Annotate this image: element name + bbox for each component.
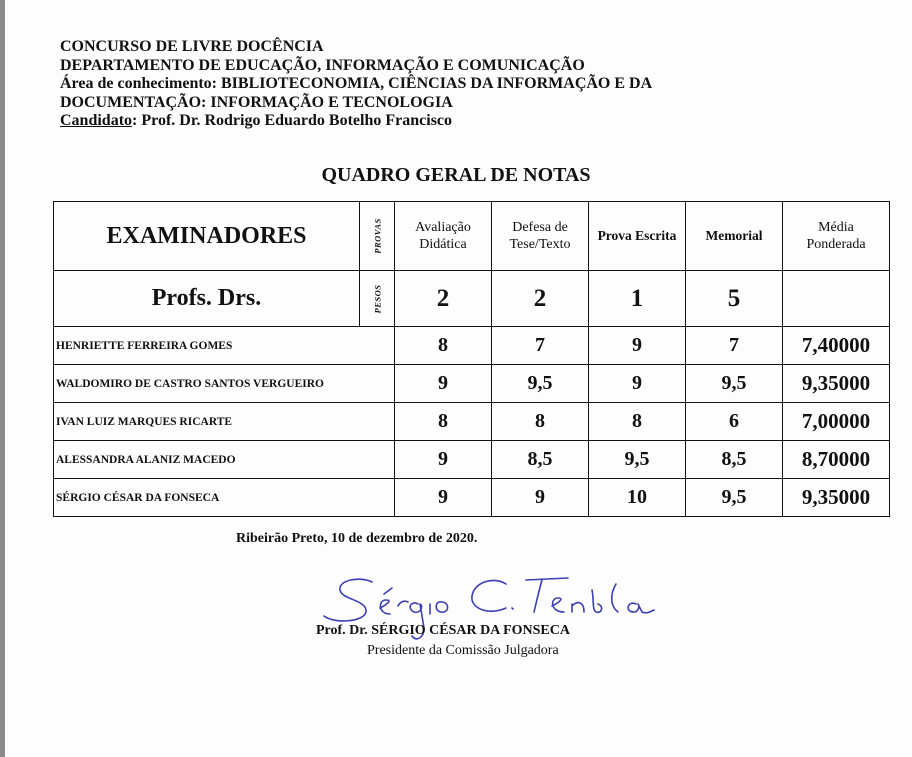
provas-label-cell bbox=[360, 202, 395, 271]
page-left-edge bbox=[0, 0, 5, 757]
col-header bbox=[395, 202, 492, 271]
header-row bbox=[54, 202, 890, 271]
average-cell: 9,35000 bbox=[783, 479, 890, 517]
col-header-line1: Defesa de bbox=[512, 220, 568, 235]
grade-cell: 8 bbox=[395, 403, 492, 441]
weights-row bbox=[54, 271, 890, 327]
grade-cell: 9,5 bbox=[686, 479, 783, 517]
signatory-name: Prof. Dr. SÉRGIO CÉSAR DA FONSECA bbox=[316, 623, 570, 638]
provas-label: PROVAS bbox=[372, 218, 383, 254]
examiner-name: SÉRGIO CÉSAR DA FONSECA bbox=[54, 479, 395, 517]
average-cell: 8,70000 bbox=[783, 441, 890, 479]
weight-cell: 2 bbox=[492, 271, 589, 327]
grade-cell: 8 bbox=[589, 403, 686, 441]
document-header bbox=[60, 38, 880, 131]
col-header bbox=[492, 202, 589, 271]
place-and-date: Ribeirão Preto, 10 de dezembro de 2020. bbox=[236, 531, 478, 546]
grade-cell: 8 bbox=[395, 327, 492, 365]
col-header bbox=[589, 202, 686, 271]
grade-cell: 9,5 bbox=[686, 365, 783, 403]
header-area-line2: DOCUMENTAÇÃO: INFORMAÇÃO E TECNOLOGIA bbox=[60, 93, 453, 111]
header-area-line1: Área de conhecimento: BIBLIOTECONOMIA, CIÊNCIAS DA INFORMAÇÃO E DA bbox=[60, 75, 653, 93]
grade-cell: 9 bbox=[589, 365, 686, 403]
average-cell: 7,40000 bbox=[783, 327, 890, 365]
col-header-line1: Média bbox=[818, 220, 854, 235]
grade-cell: 9,5 bbox=[589, 441, 686, 479]
col-header-line2: Tese/Texto bbox=[509, 237, 571, 252]
grade-cell: 8,5 bbox=[686, 441, 783, 479]
grade-cell: 7 bbox=[686, 327, 783, 365]
header-candidate bbox=[60, 112, 880, 131]
table-row bbox=[54, 327, 890, 365]
examiner-name: HENRIETTE FERREIRA GOMES bbox=[54, 327, 395, 365]
grade-cell: 9 bbox=[492, 479, 589, 517]
pesos-label-cell bbox=[360, 271, 395, 327]
grade-cell: 8 bbox=[492, 403, 589, 441]
col-header-line1: Memorial bbox=[705, 228, 763, 243]
table-row bbox=[54, 441, 890, 479]
col-header-line1: Prova Escrita bbox=[597, 228, 677, 243]
header-department: DEPARTAMENTO DE EDUCAÇÃO, INFORMAÇÃO E COMUNICAÇÃO bbox=[60, 56, 585, 74]
average-cell: 7,00000 bbox=[783, 403, 890, 441]
grade-cell: 10 bbox=[589, 479, 686, 517]
grade-cell: 9 bbox=[395, 441, 492, 479]
table-row bbox=[54, 403, 890, 441]
grade-cell: 7 bbox=[492, 327, 589, 365]
table-title: QUADRO GERAL DE NOTAS bbox=[321, 164, 591, 186]
examiner-name: ALESSANDRA ALANIZ MACEDO bbox=[54, 441, 395, 479]
candidate-value: : Prof. Dr. Rodrigo Eduardo Botelho Francisco bbox=[132, 112, 453, 130]
grade-cell: 8,5 bbox=[492, 441, 589, 479]
col-header-line2: Ponderada bbox=[806, 237, 866, 252]
weight-cell: 5 bbox=[686, 271, 783, 327]
grade-cell: 9 bbox=[589, 327, 686, 365]
col-header bbox=[783, 202, 890, 271]
grades-table bbox=[53, 201, 890, 517]
examiners-header: EXAMINADORES bbox=[54, 202, 360, 271]
examiner-name: IVAN LUIZ MARQUES RICARTE bbox=[54, 403, 395, 441]
table-row bbox=[54, 479, 890, 517]
grade-cell: 6 bbox=[686, 403, 783, 441]
profs-header: Profs. Drs. bbox=[54, 271, 360, 327]
grade-cell: 9 bbox=[395, 365, 492, 403]
candidate-label: Candidato bbox=[60, 112, 133, 130]
examiner-name: WALDOMIRO DE CASTRO SANTOS VERGUEIRO bbox=[54, 365, 395, 403]
pesos-label: PESOS bbox=[372, 284, 382, 313]
grade-cell: 9 bbox=[395, 479, 492, 517]
col-header bbox=[686, 202, 783, 271]
weight-cell: 1 bbox=[589, 271, 686, 327]
col-header-line2: Didática bbox=[419, 237, 467, 252]
col-header-line1: Avaliação bbox=[415, 220, 471, 235]
weight-cell: 2 bbox=[395, 271, 492, 327]
header-contest: CONCURSO DE LIVRE DOCÊNCIA bbox=[60, 38, 324, 55]
grade-cell: 9,5 bbox=[492, 365, 589, 403]
table-row bbox=[54, 365, 890, 403]
weight-cell bbox=[783, 271, 890, 327]
average-cell: 9,35000 bbox=[783, 365, 890, 403]
signatory-role: Presidente da Comissão Julgadora bbox=[367, 643, 559, 658]
